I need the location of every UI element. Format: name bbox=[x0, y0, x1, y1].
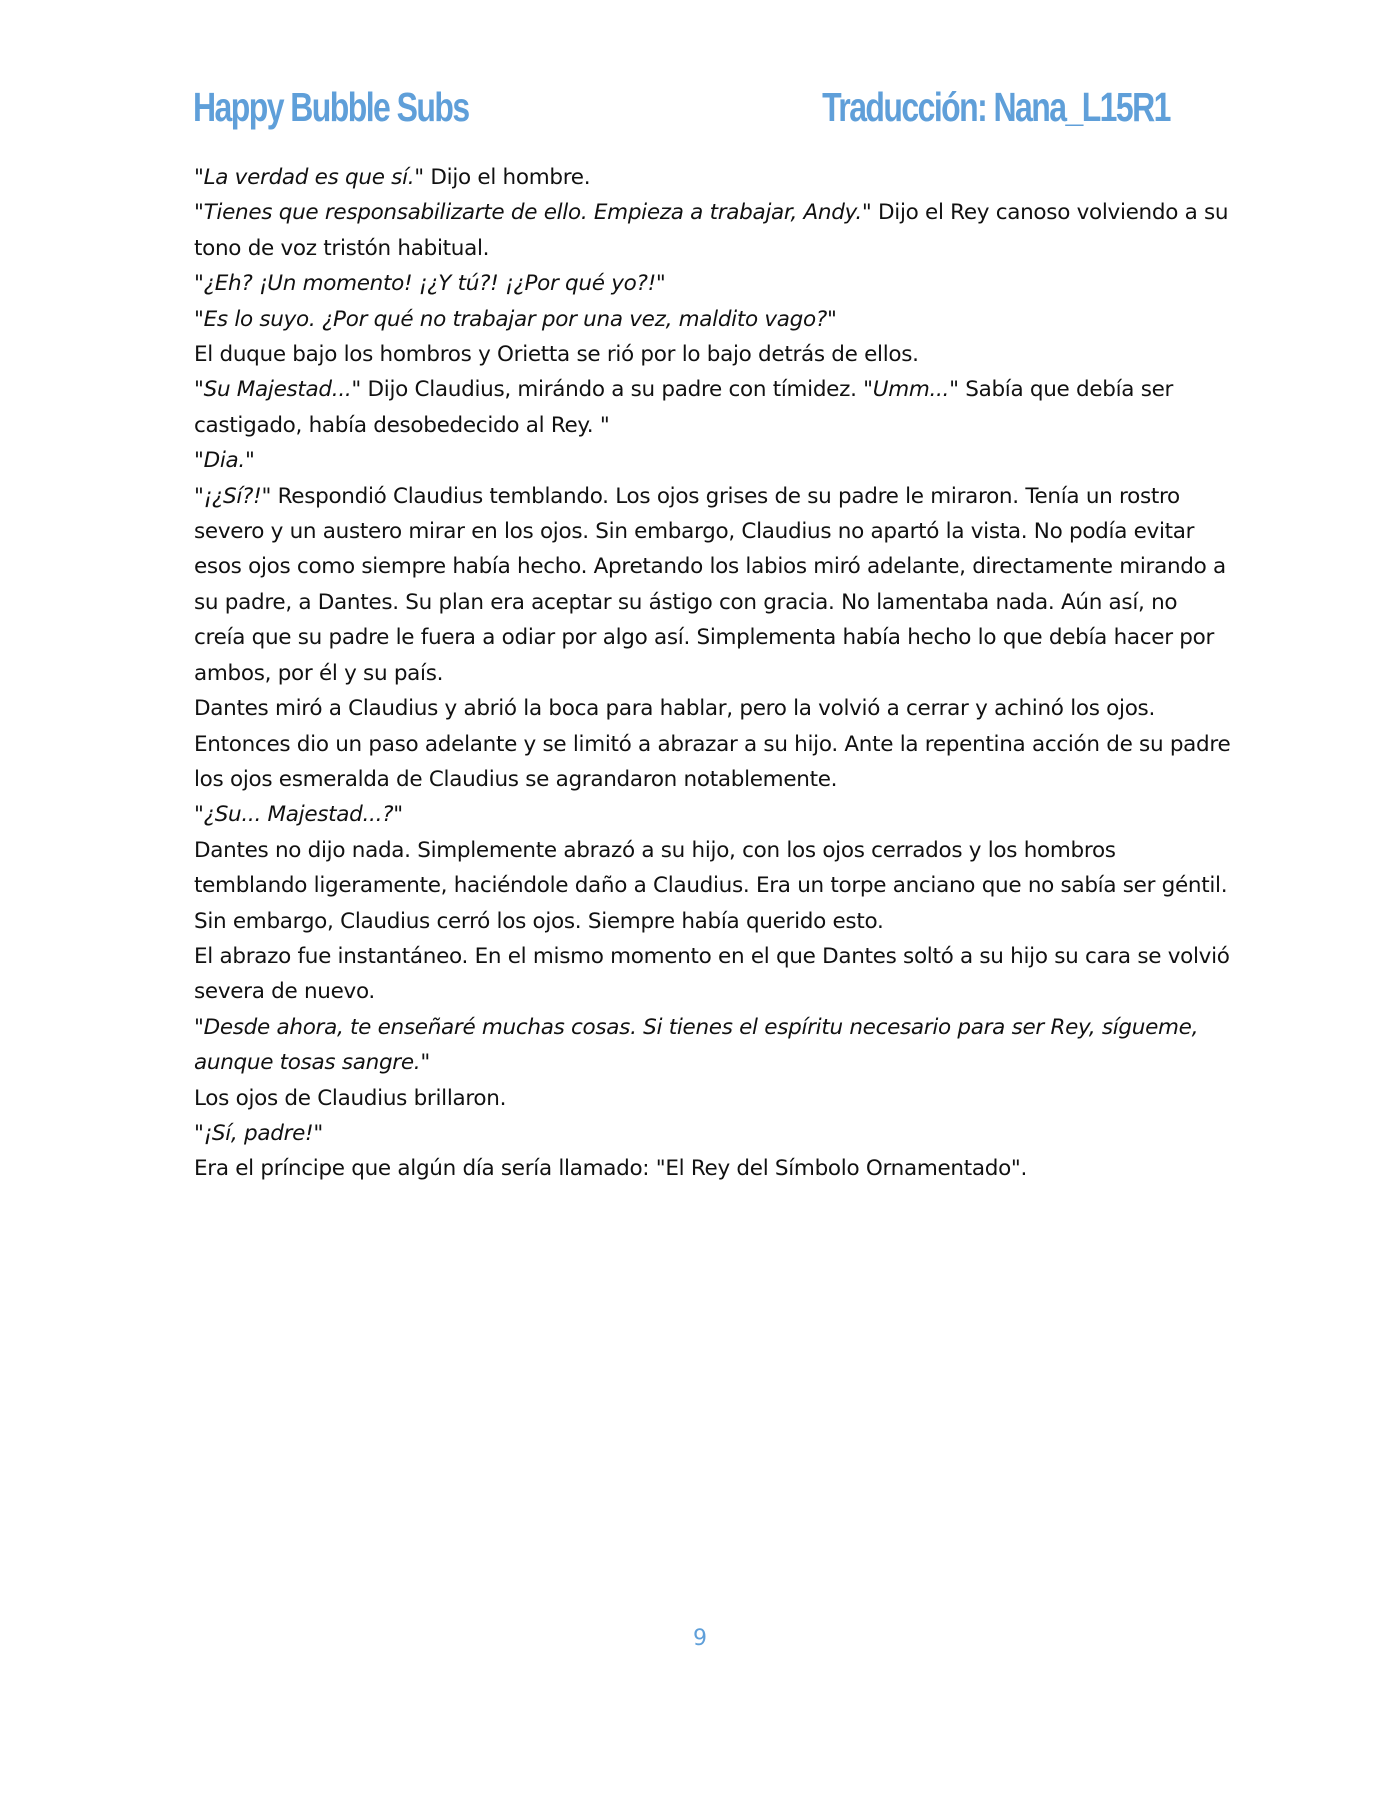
narration-text: " bbox=[194, 271, 204, 297]
narration-text: " bbox=[194, 306, 204, 332]
narration-text: Dantes no dijo nada. Simplemente abrazó a su hijo, con los ojos cerrados y los hombros temblando ligeramente, haciéndole daño a Claudius. Era un torpe anciano que no sabía ser géntil. Sin embargo, Claudius cerró los ojos. Siempre había querido esto. bbox=[194, 837, 1228, 934]
narration-text: " bbox=[194, 165, 204, 190]
dialogue-italic: ¡Sí, padre! bbox=[203, 1120, 314, 1146]
paragraph bbox=[194, 833, 1234, 939]
narration-text: " bbox=[244, 448, 255, 474]
document-body bbox=[194, 160, 1234, 1187]
header-group-name: Happy Bubble Subs bbox=[193, 84, 469, 130]
paragraph bbox=[194, 372, 1234, 443]
narration-text: El duque bajo los hombros y Orietta se rió por lo bajo detrás de ellos. bbox=[194, 342, 919, 368]
dialogue-italic: Su Majestad... bbox=[203, 377, 352, 403]
narration-text: " Dijo Claudius, mirándo a su padre con tímidez. bbox=[351, 377, 864, 403]
narration-text: " bbox=[313, 1120, 323, 1146]
narration-text: " bbox=[194, 200, 204, 226]
paragraph bbox=[194, 939, 1234, 1010]
dialogue-italic: Es lo suyo. ¿Por qué no trabajar por una vez, maldito vago? bbox=[203, 306, 827, 332]
page-header bbox=[193, 84, 1170, 140]
dialogue-italic: Tienes que responsabilizarte de ello. Empieza a trabajar, Andy. bbox=[203, 200, 862, 226]
narration-text: Era el príncipe que algún día sería llamado: "El Rey del Símbolo Ornamentado". bbox=[194, 1156, 1028, 1182]
narration-text: " bbox=[194, 802, 204, 828]
narration-text: " Sabía que debía ser castigado, había desobedecido al Rey. " bbox=[194, 377, 1174, 438]
dialogue-italic: Desde ahora, te enseñaré muchas cosas. Si tienes el espíritu necesario para ser Rey, sígueme, aunque tosas sangre. bbox=[194, 1014, 1199, 1076]
paragraph bbox=[194, 1081, 1234, 1116]
narration-text: " Respondió Claudius temblando. Los ojos grises de su padre le miraron. Tenía un rostro severo y un austero mirar en los ojos. Sin embargo, Claudius no apartó la vista. No podía evitar esos ojos como siempre había hecho. Apretando los labios miró adelante, directamente mirando a su padre, a Dantes. Su plan era aceptar su ástigo con gracia. No lamentaba nada. Aún así, no creía que su padre le fuera a odiar por algo así. Simplementa había hecho lo que debía hacer por ambos, por él y su país. bbox=[194, 483, 1226, 686]
dialogue-italic: ¿Eh? ¡Un momento! ¡¿Y tú?! ¡¿Por qué yo?! bbox=[203, 271, 656, 297]
paragraph bbox=[194, 797, 1234, 832]
paragraph bbox=[194, 479, 1234, 691]
narration-text: " Dijo el hombre. bbox=[414, 165, 591, 190]
narration-text: El abrazo fue instantáneo. En el mismo momento en el que Dantes soltó a su hijo su cara se volvió severa de nuevo. bbox=[194, 943, 1230, 1005]
narration-text: " bbox=[420, 1050, 430, 1076]
narration-text: " bbox=[194, 1014, 204, 1040]
dialogue-italic: La verdad es que sí. bbox=[203, 165, 415, 190]
paragraph bbox=[194, 1116, 1234, 1151]
paragraph bbox=[194, 1010, 1234, 1081]
narration-text: Los ojos de Claudius brillaron. bbox=[194, 1085, 507, 1111]
dialogue-italic: "Umm... bbox=[863, 377, 950, 403]
narration-text: " bbox=[194, 483, 204, 509]
page-number: 9 bbox=[693, 1626, 707, 1651]
dialogue-italic: "Dia. bbox=[194, 448, 245, 474]
narration-text: " bbox=[194, 377, 204, 403]
narration-text: " bbox=[194, 1120, 204, 1146]
header-translator-credit: Traducción: Nana_L15R1 bbox=[822, 84, 1170, 130]
paragraph bbox=[194, 691, 1234, 797]
paragraph bbox=[194, 302, 1234, 337]
narration-text: " Dijo el Rey canoso volviendo a su tono de voz tristón habitual. bbox=[194, 200, 1229, 261]
paragraph bbox=[194, 195, 1234, 266]
dialogue-italic: ¿Su... Majestad...? bbox=[203, 802, 394, 828]
narration-text: " bbox=[655, 271, 666, 297]
paragraph bbox=[194, 160, 1234, 195]
paragraph bbox=[194, 266, 1234, 301]
narration-text: Dantes miró a Claudius y abrió la boca para hablar, pero la volvió a cerrar y achinó los ojos. Entonces dio un paso adelante y se limitó a abrazar a su hijo. Ante la repentina acción de su padre los ojos esmeralda de Claudius se agrandaron notablemente. bbox=[194, 696, 1231, 792]
dialogue-italic: ¡¿Sí?! bbox=[203, 483, 262, 509]
narration-text: " bbox=[826, 306, 837, 332]
paragraph bbox=[194, 1151, 1234, 1186]
narration-text: " bbox=[393, 802, 403, 828]
paragraph bbox=[194, 337, 1234, 372]
paragraph bbox=[194, 443, 1234, 478]
